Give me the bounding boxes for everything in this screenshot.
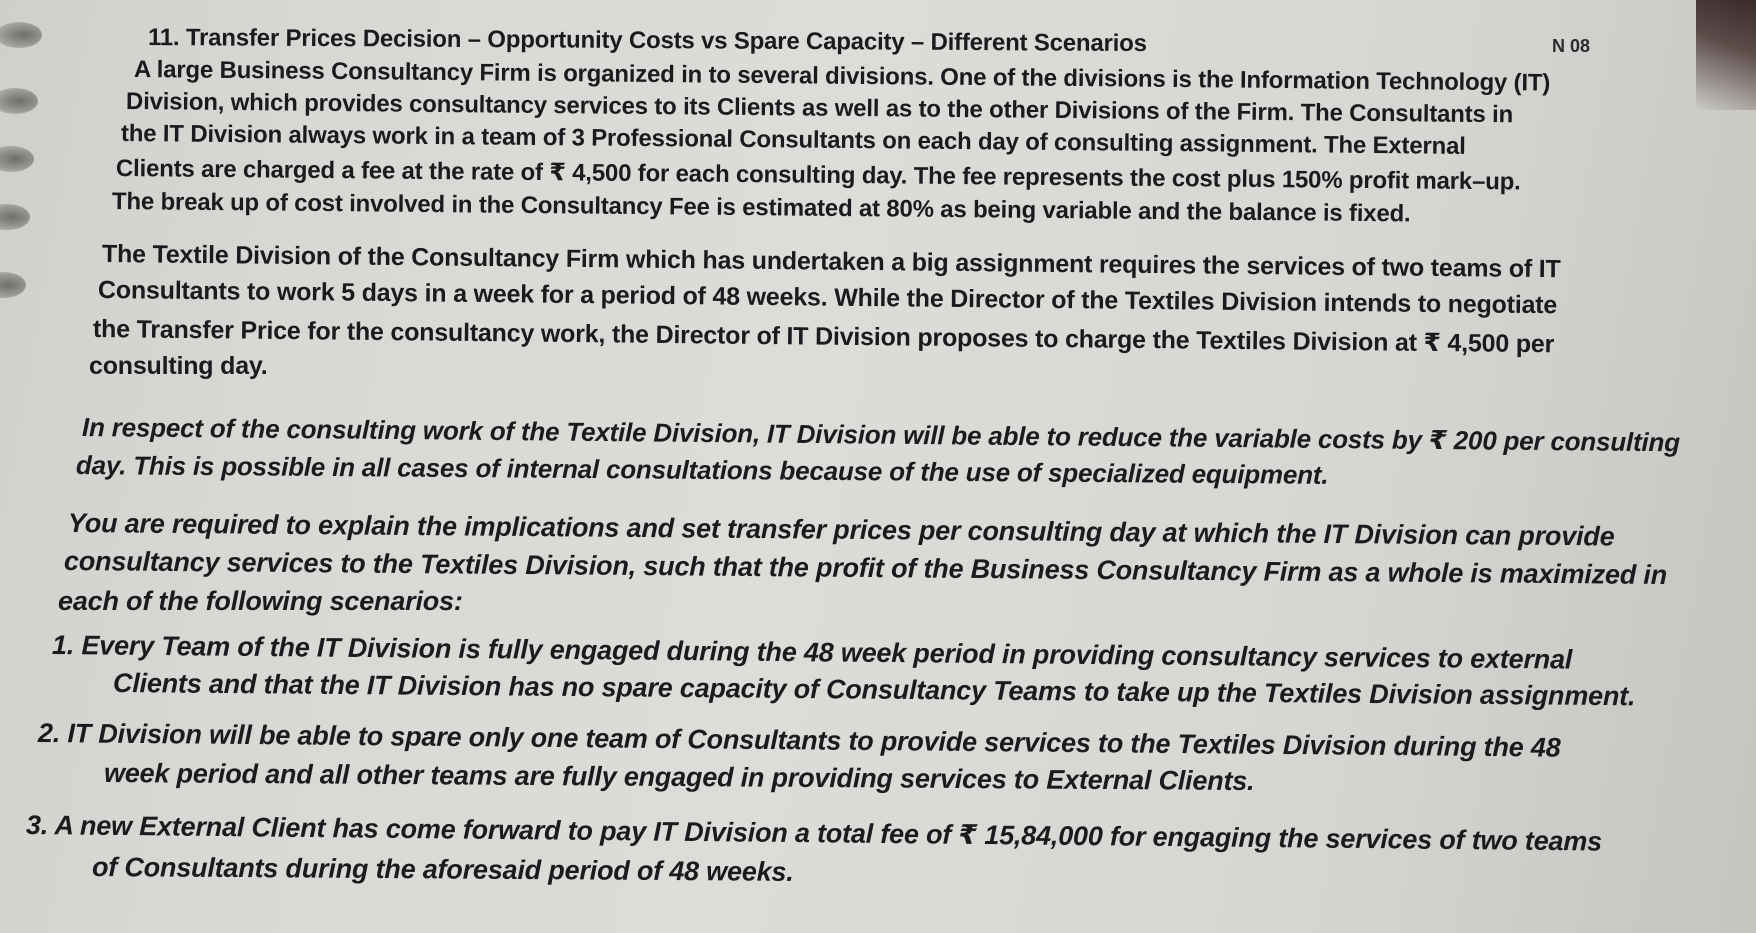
scenario-1: 1. Every Team of the IT Division is fully engaged during the 48 week period in providing consultancy services to external bbox=[51, 630, 1573, 675]
paragraph-line: each of the following scenarios: bbox=[58, 586, 463, 616]
page-corner-shadow bbox=[1696, 0, 1756, 110]
paragraph-line: Consultants to work 5 days in a week for a period of 48 weeks. While the Director of the Textiles Division intends to negotiate bbox=[97, 276, 1558, 320]
paragraph-line: consultancy services to the Textiles Division, such that the profit of the Business Consultancy Firm as a whole is maximized in bbox=[63, 546, 1668, 590]
paragraph-line: The break up of cost involved in the Consultancy Fee is estimated at 80% as being variable and the balance is fixed. bbox=[111, 188, 1411, 228]
paragraph-line: You are required to explain the implications and set transfer prices per consulting day at which the IT Division can provide bbox=[67, 508, 1615, 552]
paragraph-line: day. This is possible in all cases of internal consultations because of the use of specialized equipment. bbox=[75, 450, 1329, 490]
question-code: N 08 bbox=[1552, 36, 1591, 56]
binder-hole bbox=[0, 146, 34, 172]
paragraph-line: the Transfer Price for the consultancy work, the Director of IT Division proposes to charge the Textiles Division at ₹ 4,500 per bbox=[92, 315, 1555, 359]
scenario-3-continued: of Consultants during the aforesaid period of 48 weeks. bbox=[91, 852, 794, 887]
paragraph-line: the IT Division always work in a team of 3 Professional Consultants on each day of consulting assignment. The External bbox=[120, 120, 1466, 160]
scenario-2-continued: week period and all other teams are fully engaged in providing services to External Clients. bbox=[103, 758, 1255, 797]
question-title: 11. Transfer Prices Decision – Opportunity Costs vs Spare Capacity – Different Scenarios bbox=[147, 24, 1147, 58]
paragraph-line: consulting day. bbox=[89, 352, 268, 380]
paragraph-line: A large Business Consultancy Firm is organized in to several divisions. One of the divisions is the Information Technology (IT) bbox=[133, 56, 1551, 97]
binder-hole bbox=[0, 204, 30, 230]
binder-hole bbox=[0, 272, 26, 298]
binder-hole bbox=[0, 88, 38, 114]
paragraph-line: Clients are charged a fee at the rate of ₹ 4,500 for each consulting day. The fee represents the cost plus 150% profit mark–up. bbox=[115, 155, 1521, 196]
paragraph-line: In respect of the consulting work of the Textile Division, IT Division will be able to reduce the variable costs by ₹ 200 per consulting bbox=[81, 412, 1681, 458]
scenario-3: 3. A new External Client has come forward to pay IT Division a total fee of ₹ 15,84,000 for engaging the services of two teams bbox=[25, 810, 1603, 857]
paragraph-line: The Textile Division of the Consultancy Firm which has undertaken a big assignment requires the services of two teams of IT bbox=[101, 240, 1561, 284]
binder-hole bbox=[0, 22, 42, 48]
scenario-2: 2. IT Division will be able to spare only one team of Consultants to provide services to the Textiles Division during the 48 bbox=[37, 718, 1561, 763]
scenario-1-continued: Clients and that the IT Division has no spare capacity of Consultancy Teams to take up the Textiles Division assignment. bbox=[112, 668, 1636, 712]
paragraph-line: Division, which provides consultancy services to its Clients as well as to the other Divisions of the Firm. The Consultants in bbox=[125, 88, 1514, 129]
